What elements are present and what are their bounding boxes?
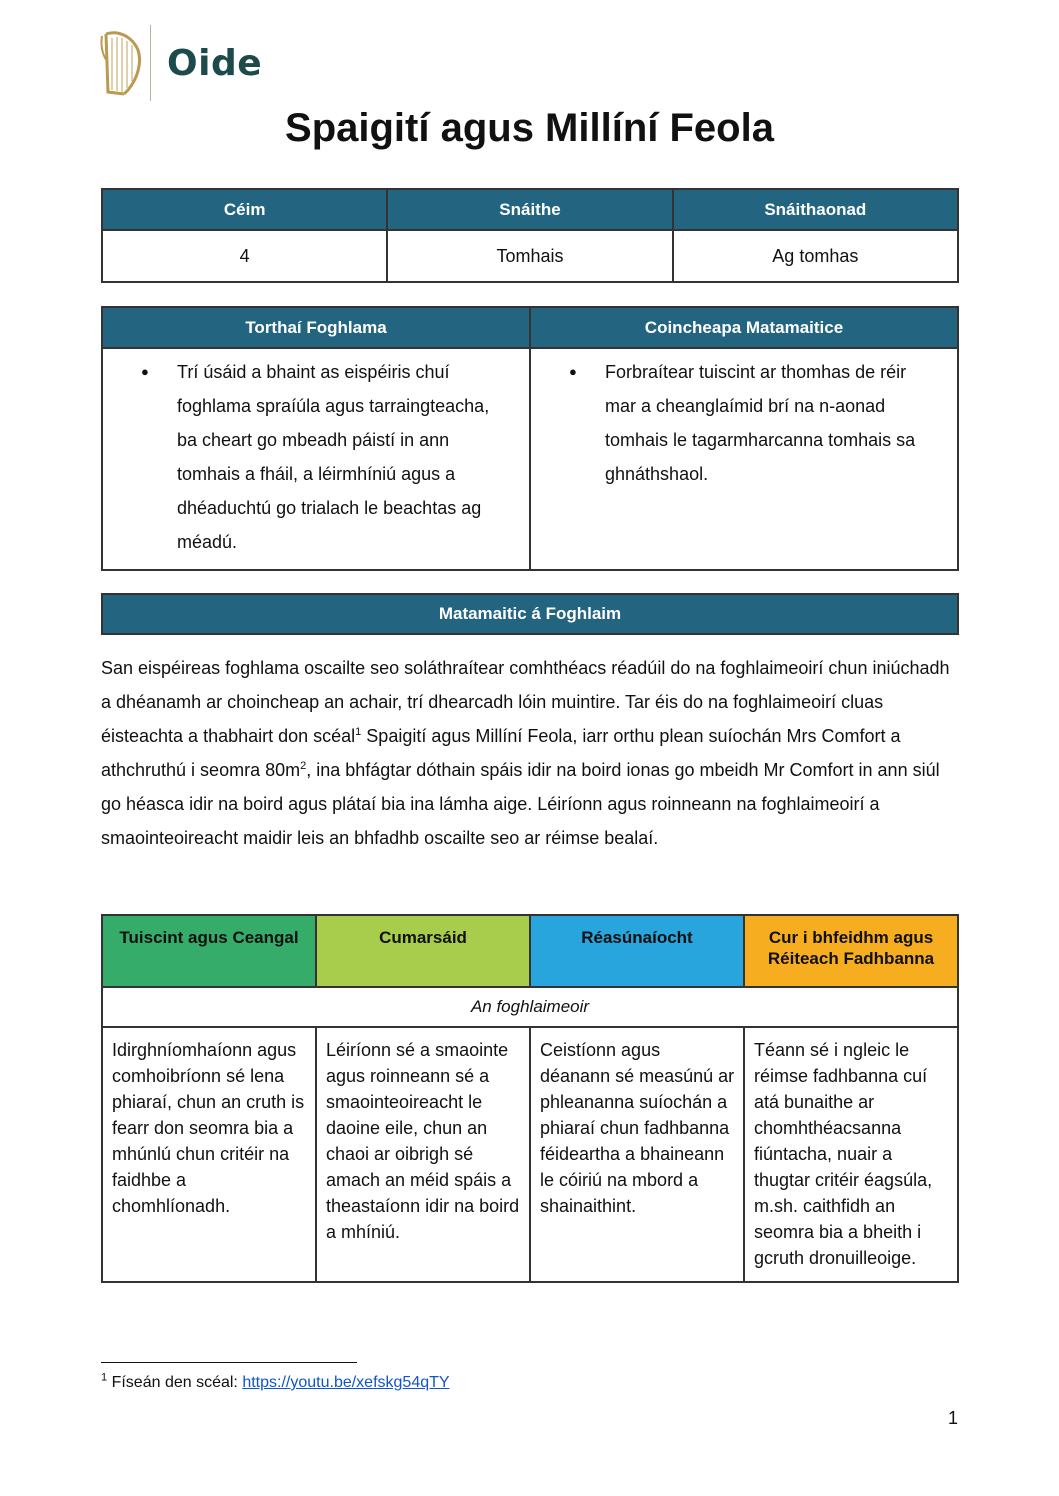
competency-table (101, 914, 959, 1283)
info-header-strand-unit: Snáithaonad (673, 189, 958, 230)
video-link[interactable]: https://youtu.be/xefskg54qTY (242, 1374, 450, 1391)
page-title: Spaigití agus Millíní Feola (285, 106, 774, 150)
competency-header-understanding: Tuiscint agus Ceangal (102, 915, 316, 987)
math-concept-cell (530, 348, 958, 570)
competency-header-reasoning: Réasúnaíocht (530, 915, 744, 987)
oide-logo (98, 24, 262, 102)
competency-desc-problem-solving: Téann sé i ngleic le réimse fadhbanna cuí atá bunaithe ar chomhthéacsanna fiúntacha, nuair a thugtar critéir éagsúla, m.sh. caithfidh an seomra bia a bheith i gcruth dronuilleoige. (744, 1027, 958, 1282)
learning-paragraph (101, 651, 959, 855)
footnote-ref[interactable]: 1 (355, 726, 362, 738)
logo-text: Oide (167, 42, 263, 84)
learning-section-header (101, 593, 959, 635)
info-value-strand: Tomhais (387, 230, 672, 282)
learning-outcome-item: ● Trí úsáid a bhaint as eispéiris chuí foghlama spraíúla agus tarraingteacha, ba cheart go mbeadh páistí in ann tomhais a fháil, a léirmhíniú agus a dhéaduchtú go trialach le beachtas ag méadú. (141, 355, 513, 559)
info-header-stage: Céim (102, 189, 387, 230)
learning-section-heading: Matamaitic á Foghlaim (102, 594, 958, 634)
outcomes-header-concepts: Coincheapa Matamaitice (530, 307, 958, 348)
learner-label: An foghlaimeoir (102, 987, 958, 1027)
competency-desc-communication: Léiríonn sé a smaointe agus roinneann sé a smaointeoireacht le daoine eile, chun an chaoi ar oibrigh sé amach an méid spáis a theastaíonn idir na boird a mhíniú. (316, 1027, 530, 1282)
competency-desc-reasoning: Ceistíonn agus déanann sé measúnú ar phleananna suíochán a phiaraí chun fadhbanna féideartha a bhaineann le cóiriú na mbord a shainaithint. (530, 1027, 744, 1282)
competency-desc-understanding: Idirghníomhaíonn agus comhoibríonn sé lena phiaraí, chun an cruth is fearr don seomra bia a mhúnlú chun critéir na faidhbe a chomhlíonadh. (102, 1027, 316, 1282)
page-number: 1 (947, 1408, 958, 1428)
info-value-strand-unit: Ag tomhas (673, 230, 958, 282)
footnote (101, 1371, 450, 1392)
footnote-divider (101, 1362, 357, 1363)
competency-header-communication: Cumarsáid (316, 915, 530, 987)
outcomes-table (101, 306, 959, 571)
info-value-stage: 4 (102, 230, 387, 282)
harp-icon (98, 28, 144, 98)
learning-text-part-1: San eispéireas foghlama oscailte seo soláthraítear comhthéacs réadúil do na foghlaimeoirí chun iniúchadh a dhéanamh ar choincheap an achair, trí dhearcadh lóin muintire. Tar éis do na foghlaimeoirí cluas éisteachta a thabhairt don scéal (101, 658, 950, 746)
info-table (101, 188, 959, 283)
learning-text-part-3: , ina bhfágtar dóthain spáis idir na boird ionas go mbeidh Mr Comfort in ann siúl go héasca idir na boird agus plátaí bia ina lámha aige. Léiríonn agus roinneann na foghlaimeoirí a smaointeoireacht maidir leis an bhfadhb oscailte seo ar réimse bealaí. (101, 760, 940, 848)
info-header-strand: Snáithe (387, 189, 672, 230)
logo-divider (150, 25, 151, 101)
math-concept-item: ● Forbraítear tuiscint ar thomhas de réir mar a cheanglaímid brí na n-aonad tomhais le tagarmharcanna tomhais sa ghnáthshaol. (569, 355, 941, 491)
superscript-two: 2 (300, 760, 307, 772)
footnote-number: 1 (101, 1371, 108, 1384)
footnote-text: Físeán den scéal: (111, 1374, 243, 1391)
learning-outcome-cell (102, 348, 530, 570)
competency-header-problem-solving: Cur i bhfeidhm agus Réiteach Fadhbanna (744, 915, 958, 987)
outcomes-header-learning: Torthaí Foghlama (102, 307, 530, 348)
learning-text-part-2: Spaigití agus Millíní Feola, iarr orthu plean suíochán Mrs Comfort a athchruthú i seomra 80m (101, 726, 901, 780)
